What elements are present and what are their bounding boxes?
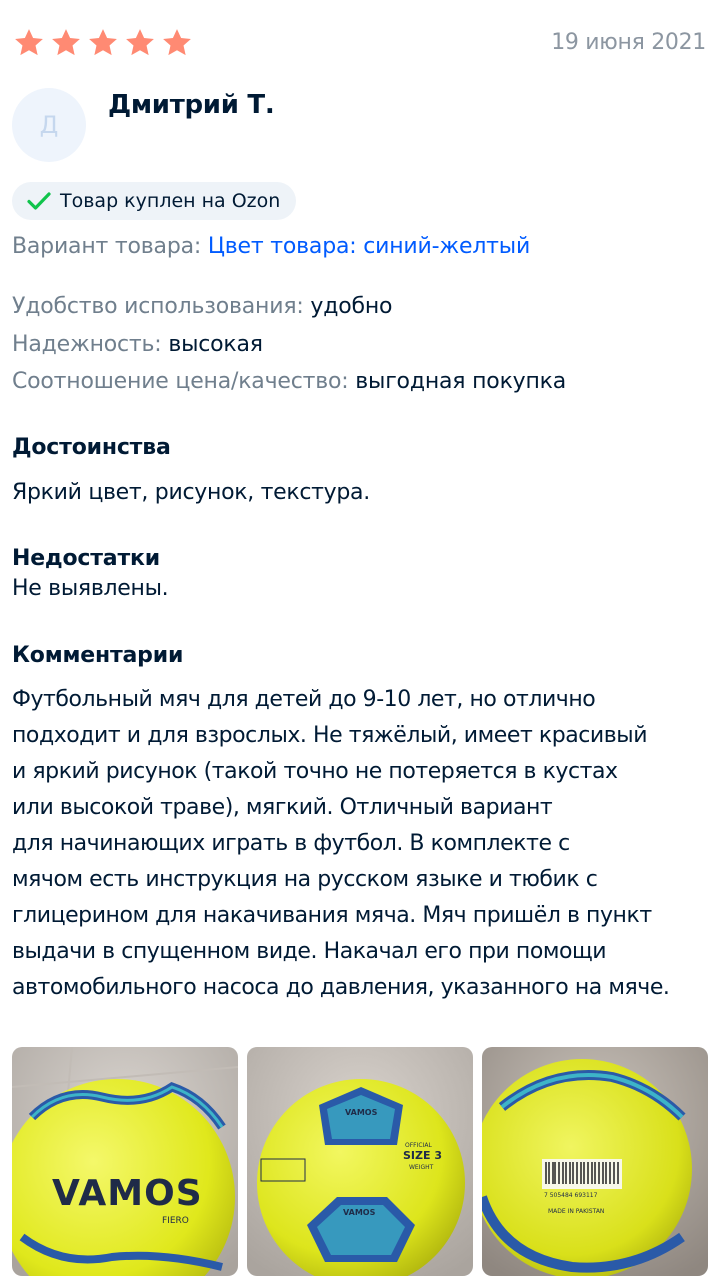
attribute-row (12, 294, 392, 319)
comment-line: или высокой траве), мягкий. Отличный вариант (12, 795, 553, 820)
comment-title: Комментарии (12, 643, 184, 668)
star-icon (12, 26, 46, 60)
badge-label: Товар куплен на Ozon (60, 190, 281, 212)
review-photo-2[interactable] (247, 1047, 473, 1276)
star-icon (160, 26, 194, 60)
comment-line: Футбольный мяч для детей до 9-10 лет, но отлично (12, 687, 596, 712)
comment-line: мячом есть инструкция на русском языке и тюбик с (12, 867, 598, 892)
star-icon (49, 26, 83, 60)
review-photos (12, 1047, 708, 1276)
cons-text: Не выявлены. (12, 576, 169, 601)
review-photo-1[interactable] (12, 1047, 238, 1276)
comment-line: глицерином для накачивания мяча. Мяч пришёл в пункт (12, 903, 652, 928)
variant-label: Вариант товара: (12, 234, 202, 259)
star-icon (86, 26, 120, 60)
pros-text: Яркий цвет, рисунок, текстура. (12, 480, 370, 505)
ball-photo-1 (12, 1047, 238, 1276)
comment-line: и яркий рисунок (такой точно не потеряется в кустах (12, 759, 618, 784)
ball-brand-text: VAMOS (345, 1108, 378, 1117)
variant-row (12, 234, 530, 259)
attribute-value: удобно (310, 294, 393, 319)
avatar-initial: Д (39, 111, 59, 139)
cons-title: Недостатки (12, 546, 160, 571)
comment-line: выдачи в спущенном виде. Накачал его при помощи (12, 939, 607, 964)
checkmark-icon (26, 190, 52, 212)
comment-line: подходит и для взрослых. Не тяжёлый, имеет красивый (12, 723, 648, 748)
ball-size-text: SIZE 3 (403, 1149, 442, 1162)
pros-title: Достоинства (12, 435, 171, 460)
comment-line: автомобильного насоса до давления, указанного на мяче. (12, 975, 670, 1000)
variant-link[interactable]: Цвет товара: синий-желтый (207, 234, 531, 259)
review-photo-3[interactable] (482, 1047, 708, 1276)
review-date: 19 июня 2021 (551, 30, 706, 55)
ball-brand-text: VAMOS (52, 1173, 203, 1214)
attribute-label: Соотношение цена/качество: (12, 369, 349, 394)
attribute-row (12, 332, 263, 357)
ball-weight-text: WEIGHT (409, 1164, 434, 1171)
barcode-number-text: 7 505484 693117 (544, 1192, 598, 1199)
avatar[interactable] (12, 88, 86, 162)
made-in-text: MADE IN PAKISTAN (548, 1208, 605, 1215)
ball-official-text: OFFICIAL (405, 1142, 432, 1149)
rating-stars (12, 26, 194, 60)
ball-photo-2 (247, 1047, 473, 1276)
ball-brand-text: VAMOS (343, 1208, 376, 1217)
author-name[interactable]: Дмитрий Т. (108, 90, 275, 120)
attribute-value: высокая (168, 332, 263, 357)
attribute-label: Надежность: (12, 332, 162, 357)
attribute-value: выгодная покупка (355, 369, 567, 394)
star-icon (123, 26, 157, 60)
attribute-row (12, 369, 566, 394)
comment-text (12, 682, 710, 1006)
ball-photo-3 (482, 1047, 708, 1276)
ball-model-text: FIERO (162, 1216, 189, 1226)
verified-purchase-badge (12, 182, 296, 220)
comment-line: для начинающих играть в футбол. В комплекте с (12, 831, 570, 856)
attribute-label: Удобство использования: (12, 294, 304, 319)
